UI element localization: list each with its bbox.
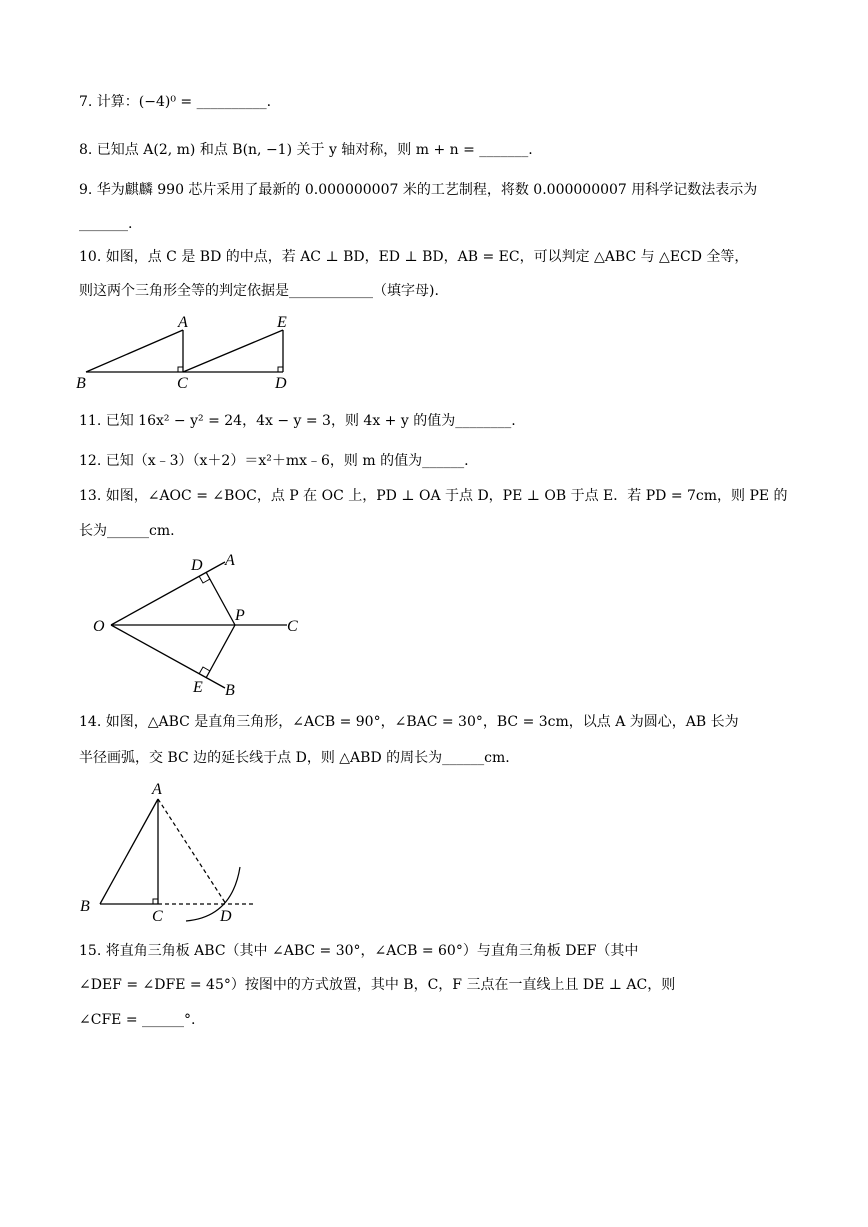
fig14-label-A: A [152, 781, 162, 798]
fig13-label-P: P [235, 607, 245, 624]
fig13-label-C: C [287, 618, 298, 635]
fig14-label-D: D [220, 908, 232, 925]
question-9-line-2: _______. [79, 216, 133, 232]
question-14-line-1: 14. 如图，△ABC 是直角三角形，∠ACB = 90°，∠BAC = 30°，BC = 3cm，以点 A 为圆心，AB 长为 [79, 714, 739, 730]
figure-q10-svg [74, 312, 304, 394]
question-14-line-2: 半径画弧，交 BC 边的延长线于点 D，则 △ABD 的周长为______cm. [79, 750, 510, 766]
question-15-line-1: 15. 将直角三角板 ABC（其中 ∠ABC = 30°，∠ACB = 60°）与直角三角板 DEF（其中 [79, 943, 639, 959]
fig10-label-A: A [178, 314, 188, 331]
fig13-label-A: A [225, 552, 235, 569]
fig10-label-D: D [275, 375, 287, 392]
fig13-label-E: E [193, 679, 203, 696]
figure-q10 [74, 312, 304, 394]
fig13-label-B: B [225, 682, 235, 699]
question-13-line-2: 长为______cm. [79, 523, 175, 539]
figure-q14 [74, 777, 264, 927]
fig13-label-O: O [93, 618, 105, 635]
fig10-label-B: B [76, 375, 86, 392]
question-12: 12. 已知（x﹣3）（x＋2）＝x²＋mx﹣6，则 m 的值为______. [79, 453, 469, 469]
figure-q14-svg [74, 777, 264, 927]
question-10-line-1: 10. 如图，点 C 是 BD 的中点，若 AC ⊥ BD，ED ⊥ BD，AB = EC，可以判定 △ABC 与 △ECD 全等， [79, 249, 749, 265]
fig10-label-C: C [177, 375, 188, 392]
question-7: 7. 计算：(−4)⁰ = __________. [79, 94, 272, 110]
question-8: 8. 已知点 A(2, m) 和点 B(n, −1) 关于 y 轴对称，则 m + n = _______. [79, 142, 533, 158]
question-9-line-1: 9. 华为麒麟 990 芯片采用了最新的 0.000000007 米的工艺制程，将数 0.000000007 用科学记数法表示为 [79, 182, 758, 198]
question-11: 11. 已知 16x² − y² = 24，4x − y = 3，则 4x + y 的值为________. [79, 413, 516, 429]
question-15-line-3: ∠CFE = ______°. [79, 1012, 196, 1028]
figure-q13 [90, 548, 310, 698]
fig14-label-C: C [152, 908, 163, 925]
question-15-line-2: ∠DEF = ∠DFE = 45°）按图中的方式放置，其中 B，C，F 三点在一直线上且 DE ⊥ AC，则 [79, 977, 676, 993]
question-13-line-1: 13. 如图，∠AOC = ∠BOC，点 P 在 OC 上，PD ⊥ OA 于点 D，PE ⊥ OB 于点 E．若 PD = 7cm，则 PE 的 [79, 488, 788, 504]
question-10-line-2: 则这两个三角形全等的判定依据是____________（填字母). [79, 283, 439, 299]
fig13-label-D: D [191, 557, 203, 574]
fig14-label-B: B [80, 898, 90, 915]
figure-q13-svg [90, 548, 310, 698]
fig10-label-E: E [277, 314, 287, 331]
